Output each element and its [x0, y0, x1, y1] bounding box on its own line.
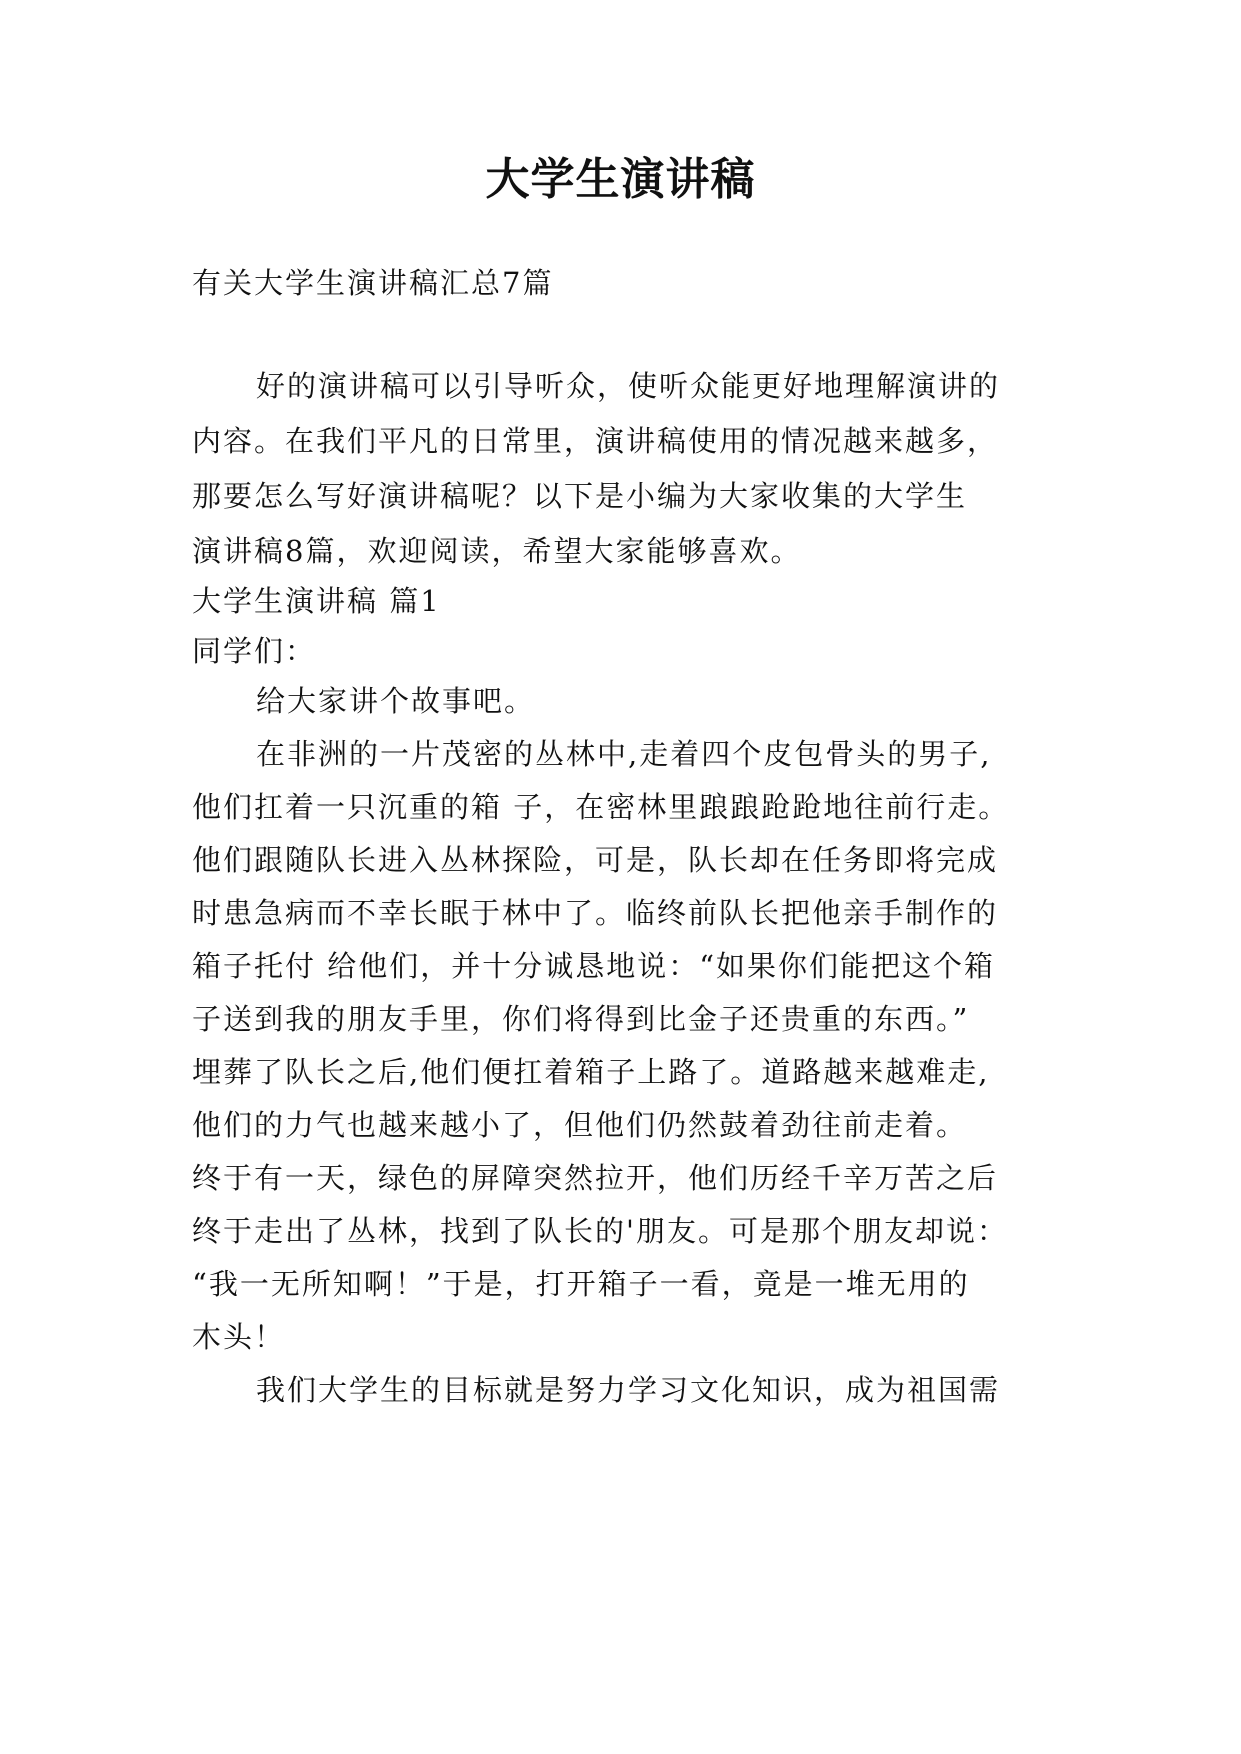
paragraph-line: 子送到我的朋友手里，你们将得到比金子还贵重的东西。”	[192, 1002, 970, 1036]
document-subtitle: 有关大学生演讲稿汇总7篇	[192, 266, 554, 300]
paragraph-line: 终于走出了丛林，找到了队长的'朋友。可是那个朋友却说：	[192, 1214, 1008, 1248]
paragraph-line: 在非洲的一片茂密的丛林中,走着四个皮包骨头的男子,	[256, 737, 992, 771]
section-heading: 大学生演讲稿 篇1	[192, 584, 441, 618]
paragraph-line: 时患急病而不幸长眠于林中了。临终前队长把他亲手制作的	[192, 896, 999, 930]
paragraph-line: 我们大学生的目标就是努力学习文化知识，成为祖国需	[256, 1373, 1001, 1407]
paragraph-line: 好的演讲稿可以引导听众，使听众能更好地理解演讲的	[256, 369, 1001, 403]
paragraph-line: “我一无所知啊！”于是，打开箱子一看，竟是一堆无用的	[192, 1267, 970, 1301]
paragraph-line: 他们扛着一只沉重的箱 子，在密林里踉踉跄跄地往前行走。	[192, 790, 1010, 824]
paragraph-line: 他们的力气也越来越小了，但他们仍然鼓着劲往前走着。	[192, 1108, 968, 1142]
paragraph-line: 那要怎么写好演讲稿呢？以下是小编为大家收集的大学生	[192, 479, 968, 513]
paragraph-line: 内容。在我们平凡的日常里，演讲稿使用的情况越来越多，	[192, 424, 999, 458]
paragraph-line: 木头！	[192, 1320, 286, 1354]
page-title: 大学生演讲稿	[485, 154, 756, 205]
paragraph-line: 演讲稿8篇，欢迎阅读，希望大家能够喜欢。	[192, 534, 802, 568]
paragraph-line: 箱子托付 给他们，并十分诚恳地说：“如果你们能把这个箱	[192, 949, 996, 983]
paragraph-line: 给大家讲个故事吧。	[256, 684, 536, 718]
salutation: 同学们：	[192, 634, 317, 668]
paragraph-line: 他们跟随队长进入丛林探险，可是，队长却在任务即将完成	[192, 843, 999, 877]
paragraph-line: 终于有一天，绿色的屏障突然拉开，他们历经千辛万苦之后	[192, 1161, 999, 1195]
paragraph-line: 埋葬了队长之后,他们便扛着箱子上路了。道路越来越难走,	[192, 1055, 990, 1089]
